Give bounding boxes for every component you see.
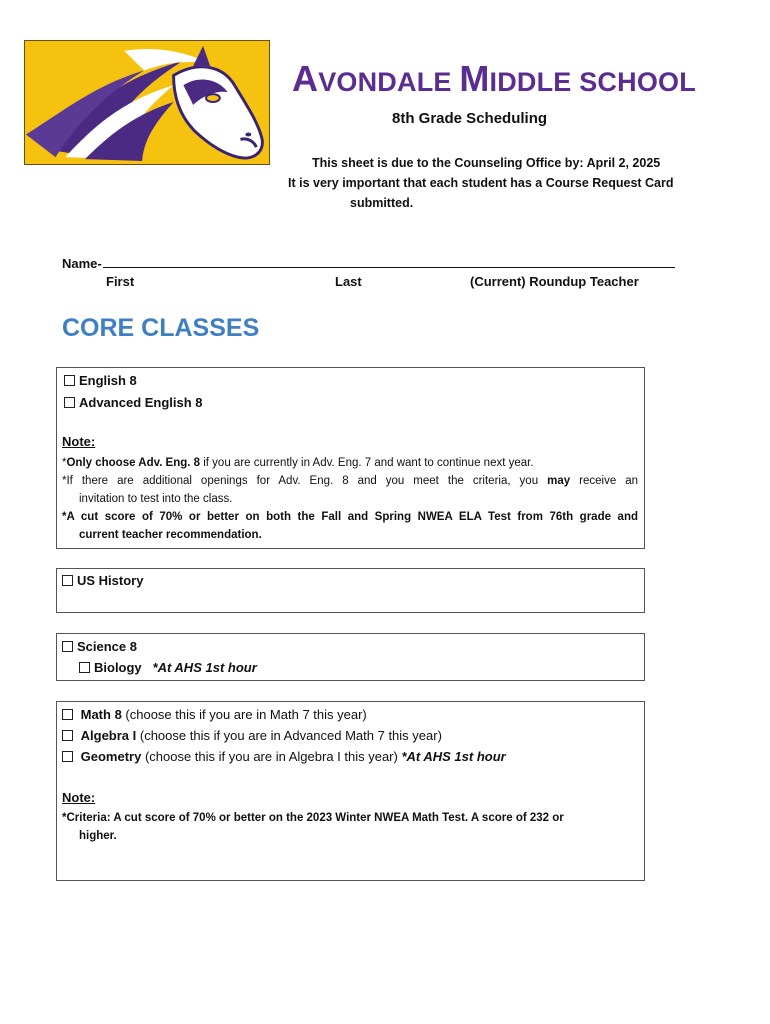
english-note-2 bbox=[62, 472, 638, 490]
biology-checkbox[interactable] bbox=[79, 662, 90, 673]
english-notes bbox=[62, 454, 638, 544]
geometry-option[interactable] bbox=[62, 749, 506, 764]
title-part-1: VONDALE bbox=[318, 67, 460, 97]
title-part-2: IDDLE SCHOOL bbox=[489, 67, 696, 97]
us-history-option[interactable] bbox=[62, 573, 143, 588]
english-note-3: *A cut score of 70% or better on both the Fall and Spring NWEA ELA Test from 76th grade and bbox=[62, 511, 638, 523]
title-initial-m: M bbox=[459, 58, 490, 99]
mustang-logo-icon bbox=[25, 41, 269, 164]
school-title bbox=[292, 58, 712, 100]
math-8-checkbox[interactable] bbox=[62, 709, 73, 720]
name-label: Name- bbox=[62, 256, 102, 271]
math-note-1-cont: higher. bbox=[79, 830, 117, 842]
adv-english-8-label: Advanced English 8 bbox=[79, 395, 203, 410]
math-8-desc: (choose this if you are in Math 7 this year) bbox=[121, 707, 367, 722]
math-note-heading: Note: bbox=[62, 790, 96, 805]
note-1-prefix: * bbox=[62, 457, 67, 469]
science-8-label: Science 8 bbox=[77, 639, 137, 654]
due-line-2: It is very important that each student has a Course Request Card bbox=[288, 176, 674, 190]
biology-option[interactable] bbox=[79, 660, 257, 675]
note-2-part-c: invitation to test into the class. bbox=[79, 493, 233, 505]
algebra-1-checkbox[interactable] bbox=[62, 730, 73, 741]
science-8-option[interactable] bbox=[62, 639, 137, 654]
math-8-option[interactable] bbox=[62, 707, 367, 722]
math-8-label: Math 8 bbox=[80, 707, 122, 722]
us-history-checkbox[interactable] bbox=[62, 575, 73, 586]
last-name-label: Last bbox=[335, 274, 362, 289]
science-8-checkbox[interactable] bbox=[62, 641, 73, 652]
page-subtitle: 8th Grade Scheduling bbox=[392, 110, 548, 127]
note-3-part-b: current teacher recommendation. bbox=[79, 529, 262, 541]
english-8-label: English 8 bbox=[79, 373, 137, 388]
geometry-desc: (choose this if you are in Algebra I this year) bbox=[141, 749, 402, 764]
algebra-1-label: Algebra I bbox=[80, 728, 137, 743]
note-1-rest: if you are currently in Adv. Eng. 7 and want to continue next year. bbox=[200, 457, 534, 469]
note-1-bold: Only choose Adv. Eng. 8 bbox=[66, 457, 201, 469]
algebra-1-option[interactable] bbox=[62, 728, 442, 743]
note-2-part-a: *If there are additional openings for Adv. Eng. 8 and you meet the criteria, you bbox=[62, 475, 548, 487]
due-line-1: This sheet is due to the Counseling Office by: April 2, 2025 bbox=[312, 156, 661, 170]
note-2-bold: may bbox=[547, 475, 571, 487]
english-8-checkbox[interactable] bbox=[64, 375, 75, 386]
school-logo bbox=[24, 40, 270, 165]
due-line-3: submitted. bbox=[350, 196, 414, 210]
english-8-option[interactable] bbox=[64, 373, 137, 388]
name-write-line[interactable] bbox=[103, 255, 675, 268]
first-name-label: First bbox=[106, 274, 135, 289]
due-notice bbox=[288, 153, 708, 213]
geometry-note: *At AHS 1st hour bbox=[401, 749, 506, 764]
math-note-1: *Criteria: A cut score of 70% or better on the 2023 Winter NWEA Math Test. A score of 232 or bbox=[62, 812, 564, 824]
math-notes bbox=[62, 809, 638, 845]
name-field-row bbox=[62, 255, 682, 271]
history-section bbox=[56, 568, 645, 613]
algebra-1-desc: (choose this if you are in Advanced Math 7 this year) bbox=[136, 728, 442, 743]
adv-english-8-option[interactable] bbox=[64, 395, 203, 410]
us-history-label: US History bbox=[77, 573, 144, 588]
teacher-label: (Current) Roundup Teacher bbox=[470, 274, 639, 289]
english-note-heading: Note: bbox=[62, 434, 96, 449]
biology-note: *At AHS 1st hour bbox=[152, 660, 257, 675]
adv-english-8-checkbox[interactable] bbox=[64, 397, 75, 408]
core-classes-heading: CORE CLASSES bbox=[62, 314, 260, 342]
geometry-checkbox[interactable] bbox=[62, 751, 73, 762]
english-note-1 bbox=[62, 454, 638, 472]
note-2-part-b: receive an bbox=[570, 475, 638, 487]
title-initial-a: A bbox=[292, 58, 319, 99]
geometry-label: Geometry bbox=[80, 749, 142, 764]
biology-label: Biology bbox=[94, 660, 142, 675]
